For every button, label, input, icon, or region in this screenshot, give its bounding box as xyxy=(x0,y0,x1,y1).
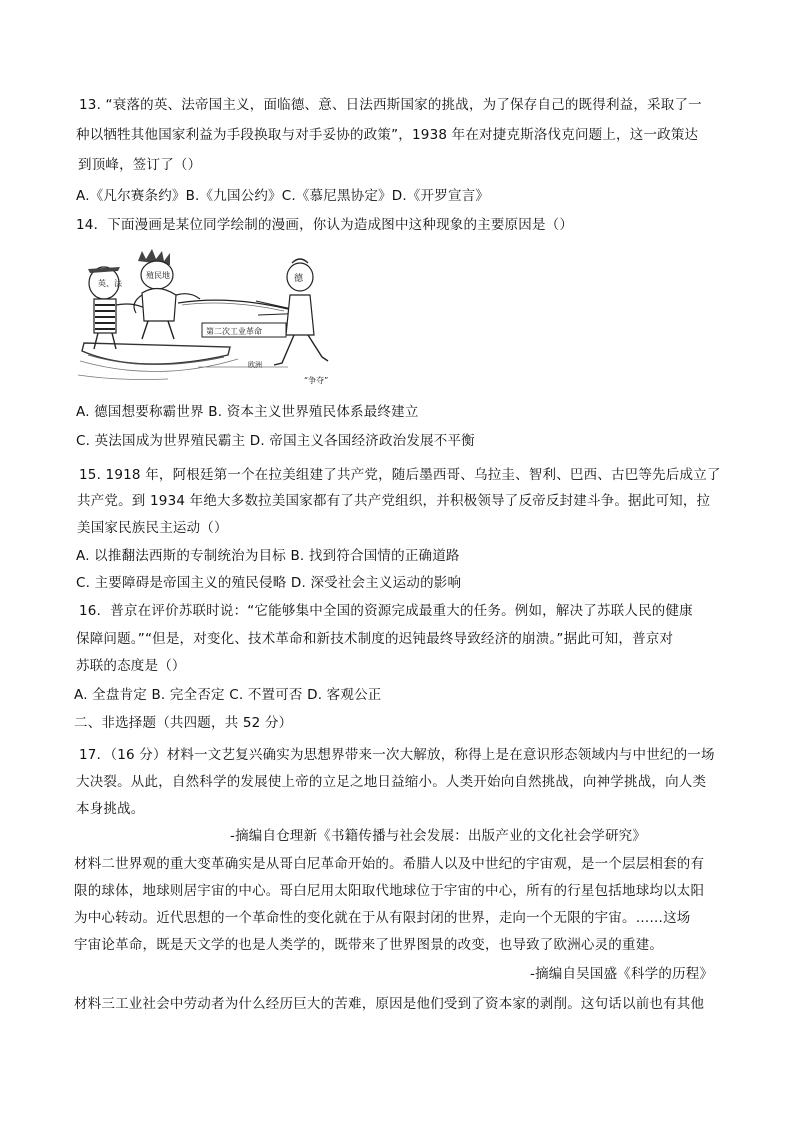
q15-line-2: 共产党。到 1934 年绝大多数拉美国家都有了共产党组织，并积极领导了反帝反封建斗争。据此可知，拉 xyxy=(77,493,711,509)
q13-line-2: 种以牺牲其他国家利益为手段换取与对手妥协的政策”，1938 年在对捷克斯洛伐克问题上，这一政策达 xyxy=(76,127,699,143)
q13-options: A.《凡尔赛条约》B.《九国公约》C.《慕尼黑协定》D.《开罗宣言》 xyxy=(76,188,490,204)
q17-source-2: -摘编自吴国盛《科学的历程》 xyxy=(530,966,714,982)
q16-line-1: 16．普京在评价苏联时说：“它能够集中全国的资源完成最重大的任务。例如，解决了苏联人民的健康 xyxy=(79,603,693,619)
q17-line-3: 本身挑战。 xyxy=(76,801,145,817)
q14-stem: 14．下面漫画是某位同学绘制的漫画，你认为造成图中这种现象的主要原因是（） xyxy=(76,217,574,233)
q16-options: A. 全盘肯定 B. 完全否定 C. 不置可否 D. 客观公正 xyxy=(74,687,382,703)
q14-options-ab: A. 德国想要称霸世界 B. 资本主义世界殖民体系最终建立 xyxy=(76,404,419,420)
q15-options-ab: A. 以推翻法西斯的专制统治为目标 B. 找到符合国情的正确道路 xyxy=(76,548,460,564)
q17-material2-line-3: 为中心转动。近代思想的一个革命性的变化就在于从有限封闭的世界，走向一个无限的宇宙。……这场 xyxy=(74,910,691,926)
cartoon-middle-label: 殖民地 xyxy=(146,271,170,280)
q13-line-1: 13. “衰落的英、法帝国主义，面临德、意、日法西斯国家的挑战，为了保存自己的既得利益，采取了一 xyxy=(79,97,702,113)
q17-line-2: 大决裂。从此，自然科学的发展使上帝的立足之地日益缩小。人类开始向自然挑战，向神学挑战，向人类 xyxy=(76,774,707,790)
q17-material3-line-1: 材料三工业社会中劳动者为什么经历巨大的苦难，原因是他们受到了资本家的剥削。这句话以前也有其他 xyxy=(74,996,705,1012)
q16-line-3: 苏联的态度是（） xyxy=(76,658,186,674)
q17-material2-line-2: 限的球体，地球则居宇宙的中心。哥白尼用太阳取代地球位于宇宙的中心，所有的行星包括地球均以太阳 xyxy=(74,883,705,899)
q17-material2-line-4: 宇宙论革命，既是天文学的也是人类学的，既带来了世界图景的改变，也导致了欧洲心灵的重建。 xyxy=(74,937,664,953)
q16-line-2: 保障问题。”“但是，对变化、技术革命和新技术制度的迟钝最终导致经济的崩溃。”据此可知，普京对 xyxy=(76,631,674,647)
cartoon-banner-label: 第二次工业革命 xyxy=(206,327,262,336)
q15-line-3: 美国家民族民主运动（） xyxy=(77,520,228,536)
q17-source-1: -摘编自仓理新《书籍传播与社会发展：出版产业的文化社会学研究》 xyxy=(230,828,647,844)
cartoon-caption: “争夺” xyxy=(304,376,329,385)
q15-options-cd: C. 主要障碍是帝国主义的殖民侵略 D. 深受社会主义运动的影响 xyxy=(76,575,462,591)
q17-line-1: 17．（16 分）材料一文艺复兴确实为思想界带来一次大解放，称得上是在意识形态领域内与中世纪的一场 xyxy=(79,747,715,763)
cartoon-right-label: 德 xyxy=(294,274,304,284)
q17-material2-line-1: 材料二世界观的重大变革确实是从哥白尼革命开始的。希腊人以及中世纪的宇宙观，是一个层层相套的有 xyxy=(74,856,705,872)
cartoon-left-label: 英、法 xyxy=(98,279,122,288)
scramble-cartoon xyxy=(78,243,340,389)
q13-line-3: 到顶峰，签订了（） xyxy=(78,157,202,173)
q14-options-cd: C. 英法国成为世界殖民霸主 D. 帝国主义各国经济政治发展不平衡 xyxy=(76,433,475,449)
section-2-heading: 二、非选择题（共四题，共 52 分） xyxy=(74,715,293,731)
q15-line-1: 15. 1918 年，阿根廷第一个在拉美组建了共产党，随后墨西哥、乌拉圭、智利、巴西、古巴等先后成立了 xyxy=(79,467,721,483)
cartoon-boat-label: 欧洲 xyxy=(248,361,262,369)
